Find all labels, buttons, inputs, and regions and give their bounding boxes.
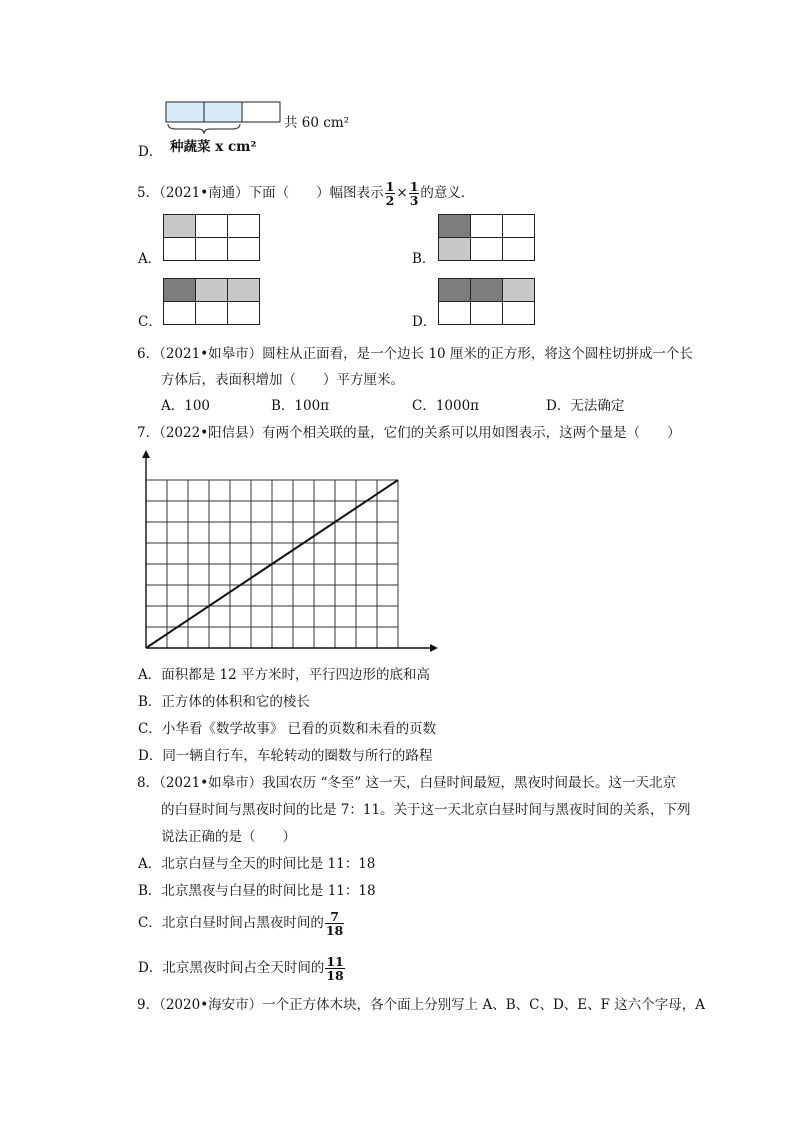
q6-stem-line-2: 方体后，表面积增加（ ）平方厘米。 bbox=[161, 372, 404, 388]
grid-cell bbox=[471, 215, 503, 238]
grid-cell bbox=[439, 215, 471, 238]
x-axis-arrow bbox=[430, 644, 438, 652]
grid-cell bbox=[503, 302, 535, 325]
q4-bar-cell-1 bbox=[166, 102, 204, 122]
q8-option-c-fraction: $\frac{7}{18}$ bbox=[325, 909, 344, 938]
grid-cell bbox=[164, 215, 196, 238]
q7-stem: 7．（2022•阳信县）有两个相关联的量，它们的关系可以用如图表示，这两个量是（ ） bbox=[137, 425, 681, 441]
grid-cell bbox=[228, 215, 260, 238]
q5-times: × bbox=[396, 185, 408, 201]
q5-option-c-label[interactable]: C． bbox=[138, 314, 162, 330]
y-axis-arrow bbox=[142, 450, 150, 458]
q6-option-c[interactable]: C．1000π bbox=[412, 398, 480, 414]
q5-stem-prefix: 5．（2021•南通）下面（ ）幅图表示 bbox=[137, 185, 384, 201]
q5-option-d-grid[interactable] bbox=[438, 278, 535, 325]
q4-bar-cell-3 bbox=[242, 102, 280, 122]
q8-stem-line-1: 8．（2021•如皋市）我国农历 “冬至” 这一天，白昼时间最短，黑夜时间最长。这一天北京 bbox=[137, 775, 677, 791]
grid-cell bbox=[196, 302, 228, 325]
grid-cell bbox=[164, 302, 196, 325]
grid-cell bbox=[439, 279, 471, 302]
q5-option-a-label[interactable]: A． bbox=[138, 251, 162, 267]
q4-bar-cell-2 bbox=[204, 102, 242, 122]
q8-option-d[interactable] bbox=[138, 955, 346, 982]
q9-stem-line-1: 9．（2020•海安市）一个正方体木块，各个面上分别写上 A、B、C、D、E、F 这六个字母，A bbox=[137, 997, 706, 1013]
q8-option-d-text: D．北京黑夜时间占全天时间的 bbox=[138, 960, 325, 976]
grid-cell bbox=[503, 279, 535, 302]
grid-cell bbox=[503, 215, 535, 238]
grid-cell bbox=[196, 238, 228, 261]
q6-stem-line-1: 6．（2021•如皋市）圆柱从正面看，是一个边长 10 厘米的正方形，将这个圆柱切拼成一个长 bbox=[137, 346, 693, 362]
q8-option-a[interactable]: A．北京白昼与全天的时间比是 11：18 bbox=[138, 856, 376, 872]
grid-cell bbox=[228, 302, 260, 325]
q4-brace-label: 种蔬菜 x cm² bbox=[170, 139, 257, 155]
q8-option-c[interactable] bbox=[138, 910, 345, 937]
q8-option-d-fraction: $\frac{11}{18}$ bbox=[326, 954, 344, 983]
grid-cell bbox=[228, 238, 260, 261]
grid-cell bbox=[196, 279, 228, 302]
q4-option-d-label: D． bbox=[138, 144, 163, 160]
q6-option-a[interactable]: A．100 bbox=[161, 398, 211, 414]
q4-total-label: 共 60 cm² bbox=[284, 115, 350, 131]
grid-cell bbox=[164, 238, 196, 261]
grid-cell bbox=[471, 279, 503, 302]
q5-fraction-2: $\frac{1}{3}$ bbox=[409, 179, 419, 208]
q7-option-c[interactable]: C．小华看《数学故事》 已看的页数和未看的页数 bbox=[138, 721, 437, 737]
q5-option-b-grid[interactable] bbox=[438, 214, 535, 261]
q8-option-b[interactable]: B．北京黑夜与白昼的时间比是 11：18 bbox=[138, 883, 376, 899]
q4-brace bbox=[168, 124, 240, 134]
q5-option-c-grid[interactable] bbox=[163, 278, 260, 325]
grid-cell bbox=[471, 238, 503, 261]
q6-option-d[interactable]: D．无法确定 bbox=[546, 398, 625, 414]
q6-option-b[interactable]: B．100π bbox=[271, 398, 330, 414]
grid-cell bbox=[164, 279, 196, 302]
q7-graph bbox=[136, 448, 438, 660]
grid-cell bbox=[196, 215, 228, 238]
q5-option-d-label[interactable]: D． bbox=[412, 314, 437, 330]
q7-option-b[interactable]: B．正方体的体积和它的棱长 bbox=[138, 694, 310, 710]
q5-fraction-1: $\frac{1}{2}$ bbox=[385, 179, 395, 208]
q5-stem bbox=[137, 180, 474, 207]
grid-cell bbox=[439, 302, 471, 325]
q7-option-d[interactable]: D．同一辆自行车，车轮转动的圈数与所行的路程 bbox=[138, 748, 433, 764]
q7-option-a[interactable]: A．面积都是 12 平方米时，平行四边形的底和高 bbox=[138, 667, 431, 683]
q8-option-c-text: C．北京白昼时间占黑夜时间的 bbox=[138, 915, 324, 931]
q5-stem-suffix: 的意义． bbox=[420, 185, 475, 201]
grid-cell bbox=[503, 238, 535, 261]
q5-option-b-label[interactable]: B． bbox=[412, 251, 436, 267]
q8-stem-line-3: 说法正确的是（ ） bbox=[161, 829, 296, 845]
q8-stem-line-2: 的白昼时间与黑夜时间的比是 7：11。关于这一天北京白昼时间与黑夜时间的关系，下列 bbox=[161, 802, 691, 818]
q5-option-a-grid[interactable] bbox=[163, 214, 260, 261]
grid-cell bbox=[439, 238, 471, 261]
grid-cell bbox=[228, 279, 260, 302]
grid-cell bbox=[471, 302, 503, 325]
